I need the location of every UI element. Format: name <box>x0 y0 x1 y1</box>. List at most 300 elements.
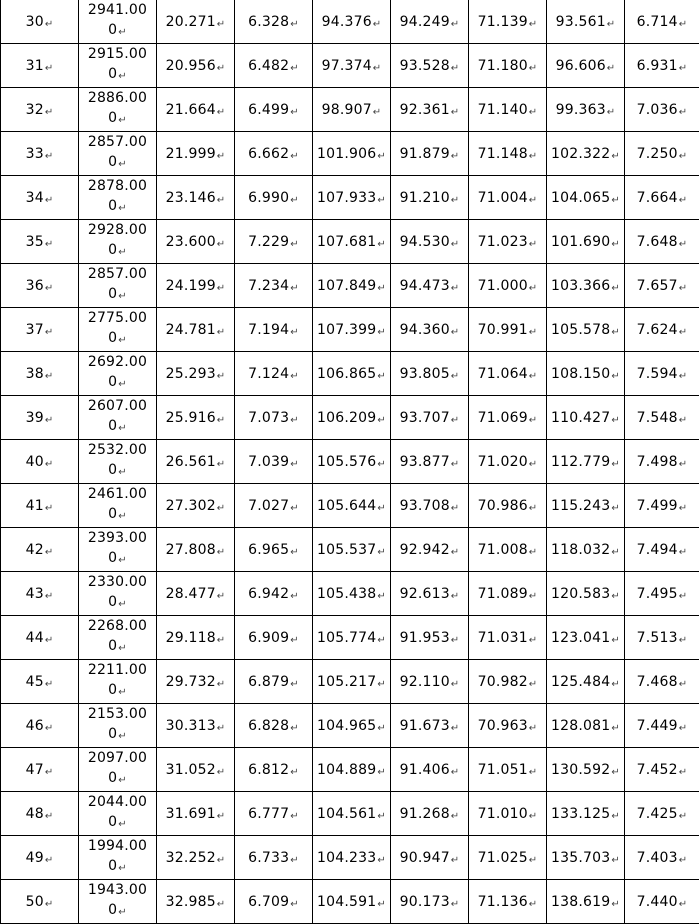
paragraph-mark-icon: ↵ <box>118 863 127 874</box>
row-index-cell <box>1 220 79 264</box>
cell-value: 92.942 <box>400 542 450 558</box>
paragraph-mark-icon: ↵ <box>118 71 127 82</box>
paragraph-mark-icon: ↵ <box>451 327 460 338</box>
value-cell <box>313 0 391 44</box>
wrapped-value-line1: 2692.00 <box>79 352 156 372</box>
cell-value: 31.052 <box>166 762 216 778</box>
paragraph-mark-icon: ↵ <box>679 239 688 250</box>
paragraph-mark-icon: ↵ <box>45 855 54 866</box>
value-cell <box>235 704 313 748</box>
value-cell <box>157 132 235 176</box>
value-cell <box>547 264 625 308</box>
row-index-cell <box>1 0 79 44</box>
cell-value: 23.600 <box>166 234 216 250</box>
cell-value: 92.613 <box>400 586 450 602</box>
cell-value: 71.023 <box>478 234 528 250</box>
paragraph-mark-icon: ↵ <box>45 723 54 734</box>
paragraph-mark-icon: ↵ <box>529 107 538 118</box>
paragraph-mark-icon: ↵ <box>290 723 299 734</box>
paragraph-mark-icon: ↵ <box>679 19 688 30</box>
paragraph-mark-icon: ↵ <box>290 811 299 822</box>
cell-value: 25.293 <box>166 366 216 382</box>
cell-value: 71.051 <box>478 762 528 778</box>
paragraph-mark-icon: ↵ <box>611 591 620 602</box>
row-index-cell <box>1 484 79 528</box>
value-cell <box>235 836 313 880</box>
paragraph-mark-icon: ↵ <box>611 811 620 822</box>
cell-value: 21.664 <box>166 102 216 118</box>
value-cell <box>469 132 547 176</box>
paragraph-mark-icon: ↵ <box>290 547 299 558</box>
paragraph-mark-icon: ↵ <box>377 195 386 206</box>
paragraph-mark-icon: ↵ <box>217 503 226 514</box>
value-cell <box>391 748 469 792</box>
cell-value: 96.606 <box>556 58 606 74</box>
paragraph-mark-icon: ↵ <box>607 63 616 74</box>
cell-value: 91.406 <box>400 762 450 778</box>
cell-value: 105.644 <box>317 498 376 514</box>
paragraph-mark-icon: ↵ <box>45 811 54 822</box>
cell-value: 91.673 <box>400 718 450 734</box>
paragraph-mark-icon: ↵ <box>118 599 127 610</box>
cell-value: 6.714 <box>637 14 678 30</box>
paragraph-mark-icon: ↵ <box>118 27 127 38</box>
paragraph-mark-icon: ↵ <box>377 679 386 690</box>
cell-value: 93.707 <box>400 410 450 426</box>
cell-value: 6.990 <box>248 190 289 206</box>
paragraph-mark-icon: ↵ <box>217 723 226 734</box>
paragraph-mark-icon: ↵ <box>45 371 54 382</box>
wrapped-value-line2 <box>79 636 156 659</box>
paragraph-mark-icon: ↵ <box>45 107 54 118</box>
cell-value: 98.907 <box>322 102 372 118</box>
cell-value: 23.146 <box>166 190 216 206</box>
row-index-cell <box>1 704 79 748</box>
paragraph-mark-icon: ↵ <box>611 767 620 778</box>
wrapped-value-line2 <box>79 240 156 263</box>
wrapped-value-line1: 2153.00 <box>79 704 156 724</box>
wrapped-value-line2 <box>79 900 156 923</box>
paragraph-mark-icon: ↵ <box>377 459 386 470</box>
paragraph-mark-icon: ↵ <box>290 63 299 74</box>
paragraph-mark-icon: ↵ <box>290 899 299 910</box>
value-cell <box>157 660 235 704</box>
value-cell <box>235 0 313 44</box>
value-cell <box>391 396 469 440</box>
row-index-cell <box>1 792 79 836</box>
value-cell <box>469 704 547 748</box>
value-cell <box>469 88 547 132</box>
paragraph-mark-icon: ↵ <box>118 819 127 830</box>
value-cell <box>391 44 469 88</box>
paragraph-mark-icon: ↵ <box>529 767 538 778</box>
table-row <box>1 704 699 748</box>
paragraph-mark-icon: ↵ <box>529 19 538 30</box>
cell-value: 6.482 <box>248 58 289 74</box>
paragraph-mark-icon: ↵ <box>118 511 127 522</box>
paragraph-mark-icon: ↵ <box>377 371 386 382</box>
value-cell <box>391 836 469 880</box>
row-index-cell <box>1 396 79 440</box>
value-cell <box>313 748 391 792</box>
row-index: 49 <box>26 850 44 866</box>
paragraph-mark-icon: ↵ <box>217 899 226 910</box>
cell-value: 29.732 <box>166 674 216 690</box>
wrapped-value-line1: 2857.00 <box>79 264 156 284</box>
cell-value: 6.828 <box>248 718 289 734</box>
paragraph-mark-icon: ↵ <box>451 151 460 162</box>
paragraph-mark-icon: ↵ <box>118 907 127 918</box>
cell-value: 7.495 <box>637 586 678 602</box>
wrapped-value-cell <box>79 792 157 836</box>
value-cell <box>469 352 547 396</box>
paragraph-mark-icon: ↵ <box>679 415 688 426</box>
cell-value: 101.690 <box>551 234 610 250</box>
paragraph-mark-icon: ↵ <box>377 327 386 338</box>
paragraph-mark-icon: ↵ <box>679 63 688 74</box>
cell-value: 70.982 <box>478 674 528 690</box>
cell-value: 105.537 <box>317 542 376 558</box>
cell-value: 71.008 <box>478 542 528 558</box>
paragraph-mark-icon: ↵ <box>451 855 460 866</box>
value-cell <box>469 44 547 88</box>
paragraph-mark-icon: ↵ <box>451 635 460 646</box>
row-index: 44 <box>26 630 44 646</box>
cell-value: 103.366 <box>551 278 610 294</box>
table-row <box>1 132 699 176</box>
paragraph-mark-icon: ↵ <box>45 459 54 470</box>
value-cell <box>157 396 235 440</box>
paragraph-mark-icon: ↵ <box>611 503 620 514</box>
paragraph-mark-icon: ↵ <box>45 767 54 778</box>
wrapped-value-cell <box>79 528 157 572</box>
cell-value: 6.328 <box>248 14 289 30</box>
cell-value: 6.931 <box>637 58 678 74</box>
value-cell <box>157 704 235 748</box>
paragraph-mark-icon: ↵ <box>118 467 127 478</box>
paragraph-mark-icon: ↵ <box>451 283 460 294</box>
wrapped-value-tail: 0 <box>108 682 117 698</box>
wrapped-value-line2 <box>79 416 156 439</box>
wrapped-value-tail: 0 <box>108 154 117 170</box>
wrapped-value-tail: 0 <box>108 330 117 346</box>
cell-value: 70.986 <box>478 498 528 514</box>
paragraph-mark-icon: ↵ <box>377 547 386 558</box>
paragraph-mark-icon: ↵ <box>217 591 226 602</box>
paragraph-mark-icon: ↵ <box>45 547 54 558</box>
paragraph-mark-icon: ↵ <box>377 591 386 602</box>
value-cell <box>391 704 469 748</box>
cell-value: 104.889 <box>317 762 376 778</box>
wrapped-value-cell <box>79 264 157 308</box>
cell-value: 101.906 <box>317 146 376 162</box>
row-index: 40 <box>26 454 44 470</box>
wrapped-value-cell <box>79 352 157 396</box>
paragraph-mark-icon: ↵ <box>451 459 460 470</box>
paragraph-mark-icon: ↵ <box>118 423 127 434</box>
cell-value: 94.530 <box>400 234 450 250</box>
paragraph-mark-icon: ↵ <box>451 811 460 822</box>
value-cell <box>625 528 699 572</box>
value-cell <box>547 484 625 528</box>
cell-value: 71.031 <box>478 630 528 646</box>
table-row <box>1 528 699 572</box>
value-cell <box>235 572 313 616</box>
paragraph-mark-icon: ↵ <box>679 151 688 162</box>
wrapped-value-cell <box>79 616 157 660</box>
paragraph-mark-icon: ↵ <box>611 151 620 162</box>
cell-value: 26.561 <box>166 454 216 470</box>
table-row <box>1 88 699 132</box>
value-cell <box>313 308 391 352</box>
cell-value: 31.691 <box>166 806 216 822</box>
value-cell <box>235 748 313 792</box>
paragraph-mark-icon: ↵ <box>529 63 538 74</box>
value-cell <box>547 176 625 220</box>
paragraph-mark-icon: ↵ <box>45 63 54 74</box>
paragraph-mark-icon: ↵ <box>217 283 226 294</box>
paragraph-mark-icon: ↵ <box>290 371 299 382</box>
cell-value: 6.942 <box>248 586 289 602</box>
wrapped-value-line2 <box>79 680 156 703</box>
paragraph-mark-icon: ↵ <box>611 547 620 558</box>
cell-value: 71.020 <box>478 454 528 470</box>
wrapped-value-line2 <box>79 856 156 879</box>
paragraph-mark-icon: ↵ <box>217 415 226 426</box>
row-index: 34 <box>26 190 44 206</box>
paragraph-mark-icon: ↵ <box>118 335 127 346</box>
wrapped-value-line1: 2211.00 <box>79 660 156 680</box>
paragraph-mark-icon: ↵ <box>679 283 688 294</box>
paragraph-mark-icon: ↵ <box>611 855 620 866</box>
wrapped-value-line1: 2330.00 <box>79 572 156 592</box>
wrapped-value-tail: 0 <box>108 198 117 214</box>
value-cell <box>469 528 547 572</box>
paragraph-mark-icon: ↵ <box>290 107 299 118</box>
value-cell <box>157 88 235 132</box>
row-index: 35 <box>26 234 44 250</box>
row-index-cell <box>1 836 79 880</box>
paragraph-mark-icon: ↵ <box>377 415 386 426</box>
paragraph-mark-icon: ↵ <box>451 63 460 74</box>
paragraph-mark-icon: ↵ <box>45 591 54 602</box>
wrapped-value-line2 <box>79 328 156 351</box>
value-cell <box>313 440 391 484</box>
paragraph-mark-icon: ↵ <box>611 371 620 382</box>
paragraph-mark-icon: ↵ <box>217 459 226 470</box>
paragraph-mark-icon: ↵ <box>217 635 226 646</box>
paragraph-mark-icon: ↵ <box>529 459 538 470</box>
row-index: 31 <box>26 58 44 74</box>
wrapped-value-cell <box>79 440 157 484</box>
value-cell <box>235 132 313 176</box>
paragraph-mark-icon: ↵ <box>45 899 54 910</box>
paragraph-mark-icon: ↵ <box>45 19 54 30</box>
cell-value: 105.576 <box>317 454 376 470</box>
value-cell <box>625 880 699 924</box>
wrapped-value-line1: 2607.00 <box>79 396 156 416</box>
table-row <box>1 0 699 44</box>
value-cell <box>469 308 547 352</box>
paragraph-mark-icon: ↵ <box>45 283 54 294</box>
cell-value: 105.217 <box>317 674 376 690</box>
paragraph-mark-icon: ↵ <box>118 291 127 302</box>
value-cell <box>547 792 625 836</box>
cell-value: 27.808 <box>166 542 216 558</box>
value-cell <box>157 616 235 660</box>
wrapped-value-line1: 1943.00 <box>79 880 156 900</box>
value-cell <box>547 748 625 792</box>
cell-value: 24.199 <box>166 278 216 294</box>
row-index-cell <box>1 440 79 484</box>
value-cell <box>313 792 391 836</box>
value-cell <box>625 0 699 44</box>
value-cell <box>313 880 391 924</box>
cell-value: 138.619 <box>551 894 610 910</box>
value-cell <box>313 352 391 396</box>
table-row <box>1 308 699 352</box>
cell-value: 71.025 <box>478 850 528 866</box>
paragraph-mark-icon: ↵ <box>290 415 299 426</box>
cell-value: 110.427 <box>551 410 610 426</box>
value-cell <box>157 440 235 484</box>
wrapped-value-line1: 2941.00 <box>79 0 156 20</box>
paragraph-mark-icon: ↵ <box>118 379 127 390</box>
wrapped-value-tail: 0 <box>108 374 117 390</box>
row-index-cell <box>1 88 79 132</box>
paragraph-mark-icon: ↵ <box>529 503 538 514</box>
cell-value: 7.234 <box>248 278 289 294</box>
value-cell <box>547 660 625 704</box>
value-cell <box>547 440 625 484</box>
wrapped-value-tail: 0 <box>108 66 117 82</box>
paragraph-mark-icon: ↵ <box>679 679 688 690</box>
row-index-cell <box>1 660 79 704</box>
wrapped-value-cell <box>79 176 157 220</box>
wrapped-value-line1: 2268.00 <box>79 616 156 636</box>
row-index: 48 <box>26 806 44 822</box>
table-row <box>1 220 699 264</box>
cell-value: 7.494 <box>637 542 678 558</box>
paragraph-mark-icon: ↵ <box>45 635 54 646</box>
row-index-cell <box>1 880 79 924</box>
value-cell <box>547 308 625 352</box>
wrapped-value-tail: 0 <box>108 638 117 654</box>
paragraph-mark-icon: ↵ <box>451 503 460 514</box>
value-cell <box>157 44 235 88</box>
cell-value: 32.252 <box>166 850 216 866</box>
cell-value: 71.089 <box>478 586 528 602</box>
value-cell <box>625 44 699 88</box>
row-index-cell <box>1 132 79 176</box>
paragraph-mark-icon: ↵ <box>451 415 460 426</box>
value-cell <box>625 264 699 308</box>
wrapped-value-cell <box>79 220 157 264</box>
value-cell <box>391 0 469 44</box>
value-cell <box>469 396 547 440</box>
paragraph-mark-icon: ↵ <box>217 107 226 118</box>
wrapped-value-line2 <box>79 504 156 527</box>
cell-value: 130.592 <box>551 762 610 778</box>
cell-value: 106.209 <box>317 410 376 426</box>
wrapped-value-line2 <box>79 592 156 615</box>
cell-value: 6.709 <box>248 894 289 910</box>
table-row <box>1 352 699 396</box>
cell-value: 6.733 <box>248 850 289 866</box>
paragraph-mark-icon: ↵ <box>290 151 299 162</box>
paragraph-mark-icon: ↵ <box>118 203 127 214</box>
value-cell <box>313 176 391 220</box>
wrapped-value-line2 <box>79 284 156 307</box>
wrapped-value-line2 <box>79 460 156 483</box>
value-cell <box>469 484 547 528</box>
cell-value: 71.180 <box>478 58 528 74</box>
paragraph-mark-icon: ↵ <box>373 19 382 30</box>
value-cell <box>469 836 547 880</box>
wrapped-value-cell <box>79 836 157 880</box>
cell-value: 71.069 <box>478 410 528 426</box>
paragraph-mark-icon: ↵ <box>118 159 127 170</box>
row-index: 38 <box>26 366 44 382</box>
paragraph-mark-icon: ↵ <box>45 239 54 250</box>
cell-value: 135.703 <box>551 850 610 866</box>
row-index: 32 <box>26 102 44 118</box>
wrapped-value-cell <box>79 308 157 352</box>
cell-value: 20.271 <box>166 14 216 30</box>
value-cell <box>157 836 235 880</box>
paragraph-mark-icon: ↵ <box>290 503 299 514</box>
value-cell <box>547 88 625 132</box>
paragraph-mark-icon: ↵ <box>451 239 460 250</box>
wrapped-value-tail: 0 <box>108 858 117 874</box>
row-index-cell <box>1 264 79 308</box>
value-cell <box>235 440 313 484</box>
row-index: 50 <box>26 894 44 910</box>
paragraph-mark-icon: ↵ <box>290 855 299 866</box>
value-cell <box>235 616 313 660</box>
wrapped-value-cell <box>79 0 157 44</box>
paragraph-mark-icon: ↵ <box>529 899 538 910</box>
cell-value: 107.849 <box>317 278 376 294</box>
cell-value: 93.805 <box>400 366 450 382</box>
cell-value: 27.302 <box>166 498 216 514</box>
paragraph-mark-icon: ↵ <box>377 723 386 734</box>
value-cell <box>469 0 547 44</box>
paragraph-mark-icon: ↵ <box>217 855 226 866</box>
paragraph-mark-icon: ↵ <box>451 547 460 558</box>
cell-value: 71.004 <box>478 190 528 206</box>
paragraph-mark-icon: ↵ <box>679 547 688 558</box>
paragraph-mark-icon: ↵ <box>373 107 382 118</box>
cell-value: 6.965 <box>248 542 289 558</box>
value-cell <box>313 572 391 616</box>
cell-value: 7.073 <box>248 410 289 426</box>
cell-value: 120.583 <box>551 586 610 602</box>
cell-value: 91.210 <box>400 190 450 206</box>
value-cell <box>313 132 391 176</box>
row-index: 47 <box>26 762 44 778</box>
cell-value: 104.965 <box>317 718 376 734</box>
cell-value: 94.249 <box>400 14 450 30</box>
paragraph-mark-icon: ↵ <box>529 151 538 162</box>
value-cell <box>625 484 699 528</box>
paragraph-mark-icon: ↵ <box>679 855 688 866</box>
cell-value: 106.865 <box>317 366 376 382</box>
cell-value: 125.484 <box>551 674 610 690</box>
value-cell <box>235 880 313 924</box>
cell-value: 7.194 <box>248 322 289 338</box>
cell-value: 71.148 <box>478 146 528 162</box>
